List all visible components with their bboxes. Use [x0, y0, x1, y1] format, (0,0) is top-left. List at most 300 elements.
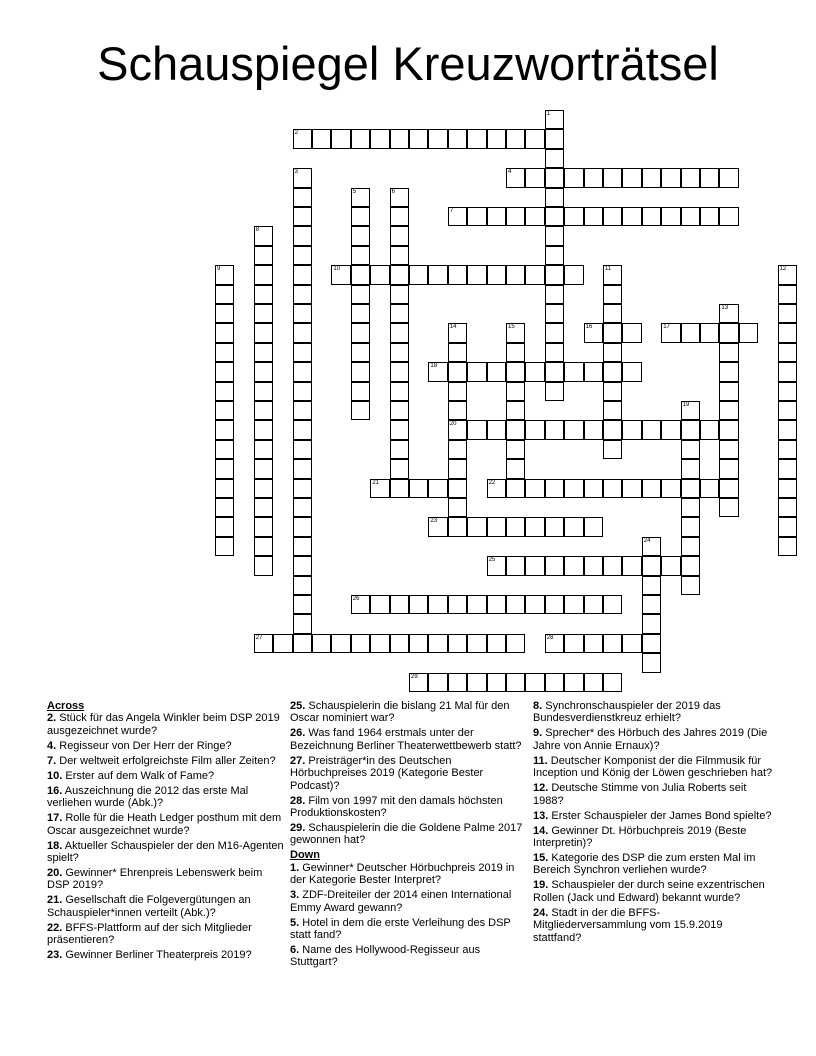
- grid-cell[interactable]: [254, 517, 273, 536]
- grid-cell[interactable]: [215, 479, 234, 498]
- grid-cell[interactable]: [390, 420, 409, 439]
- grid-cell[interactable]: [525, 265, 544, 284]
- grid-cell[interactable]: [390, 265, 409, 284]
- grid-cell[interactable]: [545, 634, 564, 653]
- grid-cell[interactable]: [642, 479, 661, 498]
- grid-cell[interactable]: [487, 556, 506, 575]
- grid-cell[interactable]: [254, 246, 273, 265]
- grid-cell[interactable]: [603, 207, 622, 226]
- grid-cell[interactable]: [719, 168, 738, 187]
- grid-cell[interactable]: [428, 673, 447, 692]
- grid-cell[interactable]: [525, 129, 544, 148]
- grid-cell[interactable]: [331, 265, 350, 284]
- grid-cell[interactable]: [719, 304, 738, 323]
- grid-cell[interactable]: [506, 479, 525, 498]
- grid-cell[interactable]: [603, 285, 622, 304]
- grid-cell[interactable]: [215, 285, 234, 304]
- grid-cell[interactable]: [778, 323, 797, 342]
- grid-cell[interactable]: [545, 595, 564, 614]
- grid-cell[interactable]: [215, 537, 234, 556]
- grid-cell[interactable]: [661, 168, 680, 187]
- grid-cell[interactable]: [487, 420, 506, 439]
- grid-cell[interactable]: [545, 556, 564, 575]
- grid-cell[interactable]: [390, 362, 409, 381]
- grid-cell[interactable]: [467, 207, 486, 226]
- grid-cell[interactable]: [661, 207, 680, 226]
- grid-cell[interactable]: [215, 517, 234, 536]
- grid-cell[interactable]: [215, 420, 234, 439]
- grid-cell[interactable]: [719, 323, 738, 342]
- grid-cell[interactable]: [681, 537, 700, 556]
- grid-cell[interactable]: [603, 362, 622, 381]
- grid-cell[interactable]: [506, 401, 525, 420]
- grid-cell[interactable]: [584, 362, 603, 381]
- grid-cell[interactable]: [778, 401, 797, 420]
- grid-cell[interactable]: [506, 420, 525, 439]
- grid-cell[interactable]: [487, 634, 506, 653]
- grid-cell[interactable]: [254, 401, 273, 420]
- grid-cell[interactable]: [545, 323, 564, 342]
- grid-cell[interactable]: [448, 595, 467, 614]
- grid-cell[interactable]: [584, 556, 603, 575]
- grid-cell[interactable]: [603, 440, 622, 459]
- grid-cell[interactable]: [681, 517, 700, 536]
- grid-cell[interactable]: [700, 479, 719, 498]
- grid-cell[interactable]: [525, 556, 544, 575]
- grid-cell[interactable]: [215, 323, 234, 342]
- grid-cell[interactable]: [254, 226, 273, 245]
- grid-cell[interactable]: [642, 556, 661, 575]
- grid-cell[interactable]: [254, 323, 273, 342]
- grid-cell[interactable]: [603, 304, 622, 323]
- grid-cell[interactable]: [293, 401, 312, 420]
- grid-cell[interactable]: [448, 517, 467, 536]
- grid-cell[interactable]: [390, 285, 409, 304]
- grid-cell[interactable]: [739, 323, 758, 342]
- grid-cell[interactable]: [448, 401, 467, 420]
- grid-cell[interactable]: [564, 362, 583, 381]
- grid-cell[interactable]: [681, 323, 700, 342]
- grid-cell[interactable]: [390, 440, 409, 459]
- grid-cell[interactable]: [351, 285, 370, 304]
- grid-cell[interactable]: [428, 265, 447, 284]
- grid-cell[interactable]: [254, 556, 273, 575]
- grid-cell[interactable]: [603, 265, 622, 284]
- grid-cell[interactable]: [700, 168, 719, 187]
- grid-cell[interactable]: [312, 129, 331, 148]
- grid-cell[interactable]: [293, 304, 312, 323]
- grid-cell[interactable]: [506, 168, 525, 187]
- grid-cell[interactable]: [681, 207, 700, 226]
- grid-cell[interactable]: [778, 304, 797, 323]
- grid-cell[interactable]: [681, 556, 700, 575]
- grid-cell[interactable]: [448, 343, 467, 362]
- grid-cell[interactable]: [545, 382, 564, 401]
- grid-cell[interactable]: [293, 576, 312, 595]
- grid-cell[interactable]: [719, 382, 738, 401]
- grid-cell[interactable]: [506, 323, 525, 342]
- grid-cell[interactable]: [564, 168, 583, 187]
- grid-cell[interactable]: [448, 673, 467, 692]
- grid-cell[interactable]: [681, 459, 700, 478]
- grid-cell[interactable]: [603, 634, 622, 653]
- grid-cell[interactable]: [254, 479, 273, 498]
- grid-cell[interactable]: [409, 265, 428, 284]
- grid-cell[interactable]: [293, 285, 312, 304]
- grid-cell[interactable]: [448, 362, 467, 381]
- grid-cell[interactable]: [293, 634, 312, 653]
- grid-cell[interactable]: [254, 265, 273, 284]
- grid-cell[interactable]: [215, 304, 234, 323]
- grid-cell[interactable]: [448, 459, 467, 478]
- grid-cell[interactable]: [545, 265, 564, 284]
- grid-cell[interactable]: [642, 420, 661, 439]
- grid-cell[interactable]: [254, 382, 273, 401]
- grid-cell[interactable]: [661, 556, 680, 575]
- grid-cell[interactable]: [564, 265, 583, 284]
- grid-cell[interactable]: [642, 634, 661, 653]
- grid-cell[interactable]: [778, 343, 797, 362]
- grid-cell[interactable]: [390, 304, 409, 323]
- grid-cell[interactable]: [545, 673, 564, 692]
- grid-cell[interactable]: [428, 634, 447, 653]
- grid-cell[interactable]: [293, 537, 312, 556]
- grid-cell[interactable]: [719, 498, 738, 517]
- grid-cell[interactable]: [351, 401, 370, 420]
- grid-cell[interactable]: [293, 323, 312, 342]
- grid-cell[interactable]: [622, 634, 641, 653]
- grid-cell[interactable]: [390, 188, 409, 207]
- grid-cell[interactable]: [506, 517, 525, 536]
- grid-cell[interactable]: [506, 343, 525, 362]
- grid-cell[interactable]: [448, 323, 467, 342]
- grid-cell[interactable]: [700, 420, 719, 439]
- grid-cell[interactable]: [584, 517, 603, 536]
- grid-cell[interactable]: [584, 595, 603, 614]
- grid-cell[interactable]: [545, 129, 564, 148]
- grid-cell[interactable]: [487, 129, 506, 148]
- grid-cell[interactable]: [409, 634, 428, 653]
- grid-cell[interactable]: [622, 479, 641, 498]
- grid-cell[interactable]: [215, 401, 234, 420]
- grid-cell[interactable]: [564, 517, 583, 536]
- grid-cell[interactable]: [584, 634, 603, 653]
- grid-cell[interactable]: [778, 459, 797, 478]
- grid-cell[interactable]: [351, 595, 370, 614]
- grid-cell[interactable]: [545, 226, 564, 245]
- grid-cell[interactable]: [525, 595, 544, 614]
- grid-cell[interactable]: [719, 401, 738, 420]
- grid-cell[interactable]: [584, 673, 603, 692]
- grid-cell[interactable]: [487, 595, 506, 614]
- grid-cell[interactable]: [293, 556, 312, 575]
- grid-cell[interactable]: [487, 265, 506, 284]
- grid-cell[interactable]: [525, 517, 544, 536]
- grid-cell[interactable]: [351, 129, 370, 148]
- grid-cell[interactable]: [467, 362, 486, 381]
- grid-cell[interactable]: [642, 537, 661, 556]
- grid-cell[interactable]: [293, 479, 312, 498]
- grid-cell[interactable]: [390, 226, 409, 245]
- grid-cell[interactable]: [409, 479, 428, 498]
- grid-cell[interactable]: [564, 595, 583, 614]
- grid-cell[interactable]: [448, 440, 467, 459]
- grid-cell[interactable]: [506, 265, 525, 284]
- grid-cell[interactable]: [370, 129, 389, 148]
- grid-cell[interactable]: [719, 459, 738, 478]
- grid-cell[interactable]: [428, 362, 447, 381]
- grid-cell[interactable]: [642, 595, 661, 614]
- grid-cell[interactable]: [642, 614, 661, 633]
- grid-cell[interactable]: [448, 420, 467, 439]
- grid-cell[interactable]: [564, 634, 583, 653]
- grid-cell[interactable]: [506, 595, 525, 614]
- grid-cell[interactable]: [351, 226, 370, 245]
- grid-cell[interactable]: [215, 343, 234, 362]
- grid-cell[interactable]: [351, 382, 370, 401]
- grid-cell[interactable]: [390, 246, 409, 265]
- grid-cell[interactable]: [448, 265, 467, 284]
- grid-cell[interactable]: [390, 129, 409, 148]
- grid-cell[interactable]: [254, 285, 273, 304]
- grid-cell[interactable]: [370, 595, 389, 614]
- grid-cell[interactable]: [603, 595, 622, 614]
- grid-cell[interactable]: [215, 362, 234, 381]
- grid-cell[interactable]: [293, 188, 312, 207]
- grid-cell[interactable]: [506, 673, 525, 692]
- grid-cell[interactable]: [293, 440, 312, 459]
- grid-cell[interactable]: [390, 595, 409, 614]
- grid-cell[interactable]: [448, 634, 467, 653]
- grid-cell[interactable]: [390, 207, 409, 226]
- grid-cell[interactable]: [603, 420, 622, 439]
- grid-cell[interactable]: [370, 479, 389, 498]
- grid-cell[interactable]: [525, 673, 544, 692]
- grid-cell[interactable]: [254, 304, 273, 323]
- grid-cell[interactable]: [545, 207, 564, 226]
- grid-cell[interactable]: [293, 420, 312, 439]
- grid-cell[interactable]: [603, 382, 622, 401]
- grid-cell[interactable]: [525, 479, 544, 498]
- grid-cell[interactable]: [448, 479, 467, 498]
- grid-cell[interactable]: [584, 323, 603, 342]
- grid-cell[interactable]: [622, 556, 641, 575]
- grid-cell[interactable]: [293, 595, 312, 614]
- grid-cell[interactable]: [428, 595, 447, 614]
- grid-cell[interactable]: [584, 420, 603, 439]
- grid-cell[interactable]: [525, 207, 544, 226]
- grid-cell[interactable]: [467, 265, 486, 284]
- grid-cell[interactable]: [487, 207, 506, 226]
- grid-cell[interactable]: [215, 382, 234, 401]
- grid-cell[interactable]: [545, 362, 564, 381]
- grid-cell[interactable]: [584, 207, 603, 226]
- grid-cell[interactable]: [487, 479, 506, 498]
- grid-cell[interactable]: [390, 382, 409, 401]
- grid-cell[interactable]: [778, 265, 797, 284]
- grid-cell[interactable]: [293, 459, 312, 478]
- grid-cell[interactable]: [467, 129, 486, 148]
- grid-cell[interactable]: [254, 362, 273, 381]
- grid-cell[interactable]: [506, 362, 525, 381]
- grid-cell[interactable]: [428, 479, 447, 498]
- grid-cell[interactable]: [681, 420, 700, 439]
- grid-cell[interactable]: [778, 537, 797, 556]
- grid-cell[interactable]: [351, 362, 370, 381]
- grid-cell[interactable]: [467, 420, 486, 439]
- grid-cell[interactable]: [312, 634, 331, 653]
- grid-cell[interactable]: [273, 634, 292, 653]
- grid-cell[interactable]: [293, 362, 312, 381]
- grid-cell[interactable]: [719, 207, 738, 226]
- grid-cell[interactable]: [778, 285, 797, 304]
- grid-cell[interactable]: [778, 420, 797, 439]
- grid-cell[interactable]: [719, 440, 738, 459]
- grid-cell[interactable]: [293, 265, 312, 284]
- grid-cell[interactable]: [681, 168, 700, 187]
- grid-cell[interactable]: [545, 343, 564, 362]
- grid-cell[interactable]: [622, 168, 641, 187]
- grid-cell[interactable]: [351, 207, 370, 226]
- grid-cell[interactable]: [681, 479, 700, 498]
- grid-cell[interactable]: [351, 343, 370, 362]
- grid-cell[interactable]: [467, 634, 486, 653]
- grid-cell[interactable]: [603, 168, 622, 187]
- grid-cell[interactable]: [215, 440, 234, 459]
- grid-cell[interactable]: [293, 246, 312, 265]
- grid-cell[interactable]: [448, 207, 467, 226]
- grid-cell[interactable]: [409, 673, 428, 692]
- grid-cell[interactable]: [390, 343, 409, 362]
- grid-cell[interactable]: [215, 265, 234, 284]
- grid-cell[interactable]: [603, 343, 622, 362]
- grid-cell[interactable]: [254, 537, 273, 556]
- grid-cell[interactable]: [506, 634, 525, 653]
- grid-cell[interactable]: [506, 207, 525, 226]
- grid-cell[interactable]: [448, 498, 467, 517]
- grid-cell[interactable]: [778, 517, 797, 536]
- grid-cell[interactable]: [661, 323, 680, 342]
- grid-cell[interactable]: [506, 459, 525, 478]
- grid-cell[interactable]: [293, 343, 312, 362]
- grid-cell[interactable]: [506, 440, 525, 459]
- grid-cell[interactable]: [603, 323, 622, 342]
- grid-cell[interactable]: [778, 440, 797, 459]
- grid-cell[interactable]: [525, 420, 544, 439]
- grid-cell[interactable]: [293, 168, 312, 187]
- grid-cell[interactable]: [487, 517, 506, 536]
- grid-cell[interactable]: [681, 498, 700, 517]
- grid-cell[interactable]: [564, 207, 583, 226]
- grid-cell[interactable]: [409, 129, 428, 148]
- grid-cell[interactable]: [525, 362, 544, 381]
- grid-cell[interactable]: [293, 382, 312, 401]
- grid-cell[interactable]: [545, 420, 564, 439]
- grid-cell[interactable]: [215, 498, 234, 517]
- grid-cell[interactable]: [293, 129, 312, 148]
- grid-cell[interactable]: [293, 226, 312, 245]
- grid-cell[interactable]: [719, 479, 738, 498]
- grid-cell[interactable]: [545, 479, 564, 498]
- grid-cell[interactable]: [428, 517, 447, 536]
- grid-cell[interactable]: [564, 420, 583, 439]
- grid-cell[interactable]: [331, 634, 350, 653]
- grid-cell[interactable]: [467, 517, 486, 536]
- grid-cell[interactable]: [778, 382, 797, 401]
- grid-cell[interactable]: [584, 168, 603, 187]
- grid-cell[interactable]: [448, 382, 467, 401]
- grid-cell[interactable]: [642, 207, 661, 226]
- grid-cell[interactable]: [584, 479, 603, 498]
- grid-cell[interactable]: [293, 498, 312, 517]
- grid-cell[interactable]: [254, 343, 273, 362]
- grid-cell[interactable]: [525, 168, 544, 187]
- grid-cell[interactable]: [681, 576, 700, 595]
- grid-cell[interactable]: [506, 382, 525, 401]
- grid-cell[interactable]: [603, 556, 622, 575]
- grid-cell[interactable]: [622, 323, 641, 342]
- grid-cell[interactable]: [254, 498, 273, 517]
- grid-cell[interactable]: [564, 556, 583, 575]
- grid-cell[interactable]: [390, 459, 409, 478]
- grid-cell[interactable]: [351, 265, 370, 284]
- grid-cell[interactable]: [778, 362, 797, 381]
- grid-cell[interactable]: [254, 440, 273, 459]
- grid-cell[interactable]: [293, 207, 312, 226]
- grid-cell[interactable]: [661, 420, 680, 439]
- grid-cell[interactable]: [545, 304, 564, 323]
- grid-cell[interactable]: [545, 110, 564, 129]
- grid-cell[interactable]: [778, 498, 797, 517]
- grid-cell[interactable]: [351, 304, 370, 323]
- grid-cell[interactable]: [331, 129, 350, 148]
- grid-cell[interactable]: [351, 323, 370, 342]
- grid-cell[interactable]: [390, 323, 409, 342]
- grid-cell[interactable]: [719, 362, 738, 381]
- grid-cell[interactable]: [545, 246, 564, 265]
- grid-cell[interactable]: [778, 479, 797, 498]
- grid-cell[interactable]: [506, 129, 525, 148]
- grid-cell[interactable]: [370, 634, 389, 653]
- grid-cell[interactable]: [506, 556, 525, 575]
- grid-cell[interactable]: [603, 673, 622, 692]
- grid-cell[interactable]: [661, 479, 680, 498]
- grid-cell[interactable]: [642, 576, 661, 595]
- grid-cell[interactable]: [467, 673, 486, 692]
- grid-cell[interactable]: [215, 459, 234, 478]
- grid-cell[interactable]: [622, 420, 641, 439]
- grid-cell[interactable]: [545, 517, 564, 536]
- grid-cell[interactable]: [390, 401, 409, 420]
- grid-cell[interactable]: [700, 207, 719, 226]
- grid-cell[interactable]: [564, 673, 583, 692]
- grid-cell[interactable]: [545, 188, 564, 207]
- grid-cell[interactable]: [351, 634, 370, 653]
- grid-cell[interactable]: [487, 362, 506, 381]
- grid-cell[interactable]: [545, 285, 564, 304]
- grid-cell[interactable]: [700, 323, 719, 342]
- grid-cell[interactable]: [642, 653, 661, 672]
- grid-cell[interactable]: [681, 440, 700, 459]
- grid-cell[interactable]: [351, 246, 370, 265]
- grid-cell[interactable]: [370, 265, 389, 284]
- grid-cell[interactable]: [254, 459, 273, 478]
- grid-cell[interactable]: [293, 614, 312, 633]
- grid-cell[interactable]: [545, 168, 564, 187]
- grid-cell[interactable]: [254, 634, 273, 653]
- grid-cell[interactable]: [603, 401, 622, 420]
- grid-cell[interactable]: [351, 188, 370, 207]
